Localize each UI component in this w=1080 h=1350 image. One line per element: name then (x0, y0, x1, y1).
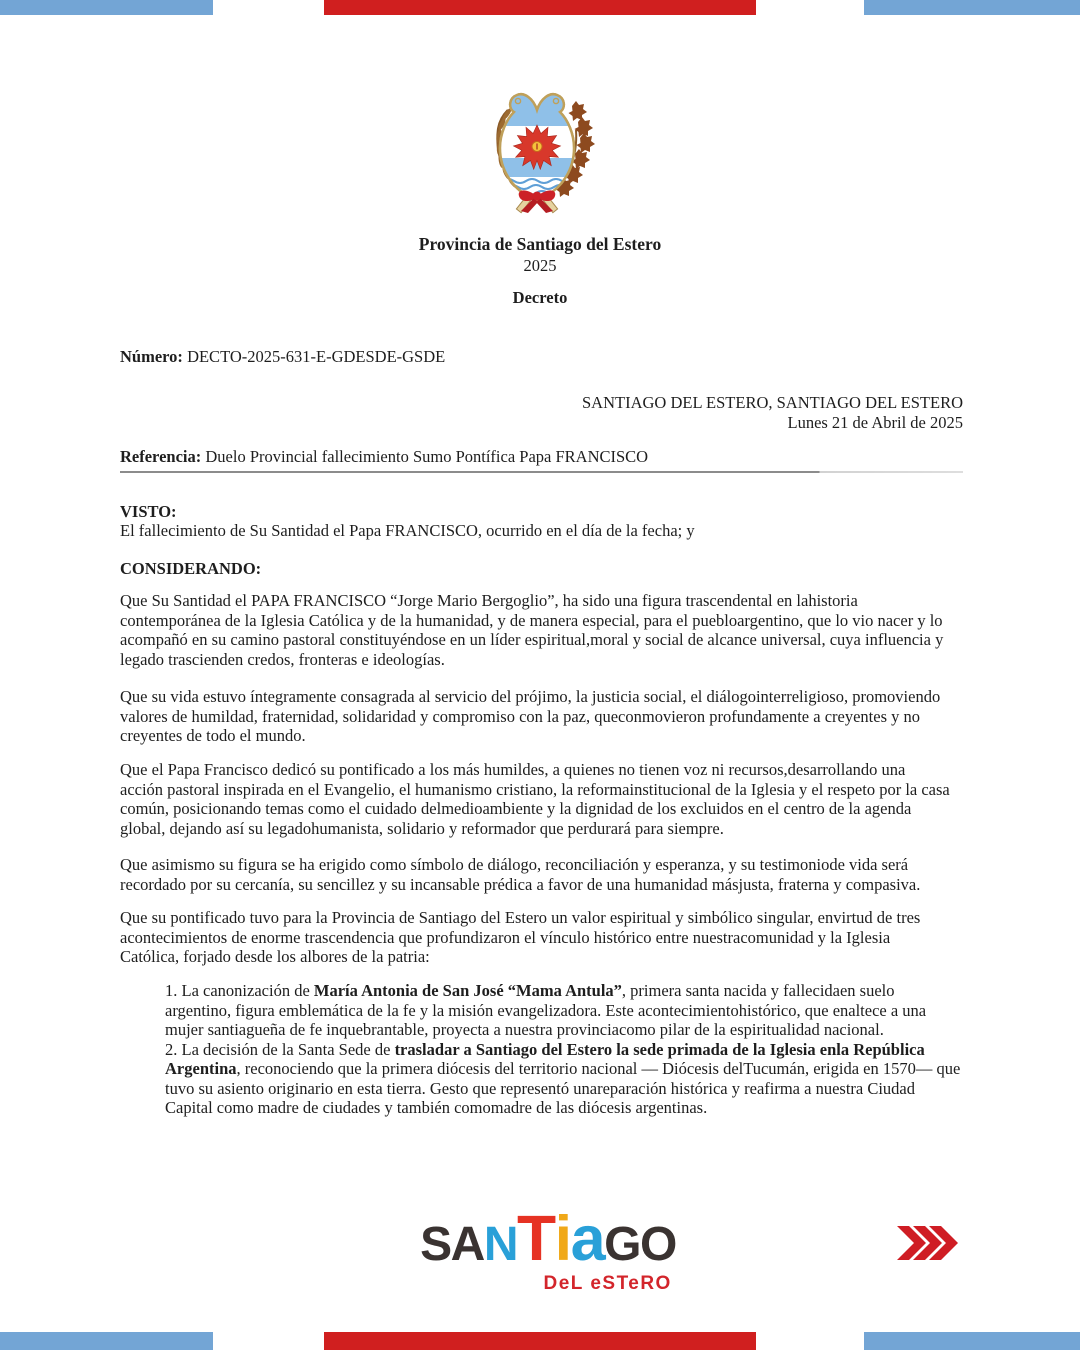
referencia-label: Referencia: (120, 447, 202, 466)
bottom-stripe-red (324, 1332, 756, 1350)
santiago-logo-wordmark (420, 1202, 676, 1274)
considerando-paragraph: Que el Papa Francisco dedicó su pontificado a los más humildes, a quienes no tienen voz ni recursos,desarrollando una acción pastoral inspirada en el Evangelio, el humanismo cristiano, la reformainstitucional de la Iglesia y el respeto por la casa común, posicionando temas como el cuidado delmedioambiente y la dignidad de los excluidos en el centro de la agenda global, dejando así su legadohumanista, solidario y reformador que perdurará para siempre. (120, 760, 950, 838)
visto-text: El fallecimiento de Su Santidad el Papa FRANCISCO, ocurrido en el día de la fecha; y (120, 521, 695, 540)
bottom-stripe-blue-left (0, 1332, 213, 1350)
considerando-paragraph: Que asimismo su figura se ha erigido como símbolo de diálogo, reconciliación y esperanza, y su testimoniode vida será recordado por su cercanía, su sencillez y su incansable prédica a favor de una humanidad másjusta, fraterna y compasiva. (120, 855, 921, 894)
section-divider (120, 471, 963, 473)
list-item-bold: trasladar a Santiago del Estero la sede primada de la Iglesia enla República Argentina (165, 1039, 925, 1078)
top-stripe-blue-left (0, 0, 213, 15)
decree-number-line (120, 347, 963, 367)
chevrons-icon (897, 1226, 963, 1260)
doc-type-heading: Decreto (512, 288, 568, 307)
header-year: 2025 (523, 256, 557, 275)
considerations-list (165, 981, 962, 1118)
top-stripe-blue-right (864, 0, 1080, 15)
reference-line (120, 447, 963, 467)
page-title: Provincia de Santiago del Estero (418, 234, 662, 254)
numero-label: Número: (120, 347, 183, 366)
santiago-logo (420, 1202, 676, 1295)
top-stripe-red (324, 0, 756, 15)
considerando-paragraph: Que su vida estuvo íntegramente consagrada al servicio del prójimo, la justicia social, el diálogointerreligioso, promoviendo valores de humildad, fraternidad, solidaridad y compromiso con la paz, queconmovieron profundamente a creyentes y no creyentes de todo el mundo. (120, 687, 941, 745)
list-item (165, 1040, 962, 1118)
list-item-text: 1. La canonización de (165, 981, 314, 1000)
numero-value: DECTO-2025-631-E-GDESDE-GSDE (187, 347, 446, 366)
place-line: SANTIAGO DEL ESTERO, SANTIAGO DEL ESTERO (582, 393, 963, 412)
list-item-bold: María Antonia de San José “Mama Antula” (313, 981, 622, 1000)
considerando-paragraph: Que su pontificado tuvo para la Provincia de Santiago del Estero un valor espiritual y simbólico singular, envirtud de tres acontecimientos de enorme trascendencia que profundizaron el vínculo histórico entre nuestracomunidad y la Iglesia Católica, forjado desde los albores de la patria: (120, 908, 921, 966)
logo-letter: a (570, 1204, 605, 1274)
referencia-value: Duelo Provincial fallecimiento Sumo Pontífica Papa FRANCISCO (205, 447, 649, 466)
list-item-text: 2. La decisión de la Santa Sede de (165, 1039, 395, 1059)
logo-letter: A (450, 1218, 484, 1271)
logo-letter: G (604, 1218, 641, 1271)
list-item-text: , reconociendo que la primera diócesis del territorio nacional — Diócesis delTucumán, erigida en 1570— que tuvo su asiento originario en esta tierra. Gesto que representó unareparación histórica y reafirma a nuestra Ciudad Capital como madre de ciudades y también comomadre de las diócesis argentinas. (165, 1059, 961, 1117)
logo-letter: i (554, 1204, 571, 1274)
bottom-stripe-blue-right (864, 1332, 1080, 1350)
logo-letter: O (640, 1218, 676, 1271)
considerando-paragraph: Que Su Santidad el PAPA FRANCISCO “Jorge Mario Bergoglio”, ha sido una figura trascendental en lahistoria contemporánea de la Iglesia Católica y de la humanidad, y de manera especial, para el puebloargentino, que lo vio nacer y lo acompañó en su camino pastoral constituyéndose en un líder espiritual,moral y social de alcance universal, cuya influencia y legado trascienden credos, fronteras e ideologías. (120, 591, 944, 669)
list-item-text: , primera santa nacida y fallecidaen suelo argentino, figura emblemática de la fe y la misión evangelizadora. Este acontecimientohistórico, que enaltece a una mujer santiagueña de fe inquebrantable, proyecta a nuestra provinciacomo pilar de la espiritualidad nacional. (165, 981, 927, 1039)
list-item (165, 981, 962, 1040)
logo-letter: S (420, 1218, 451, 1271)
logo-subtitle: DeL eSTeRO (543, 1273, 672, 1294)
logo-letter: N (483, 1218, 518, 1271)
coat-of-arms-icon (462, 84, 612, 222)
logo-letter: T (517, 1202, 555, 1274)
date-line: Lunes 21 de Abril de 2025 (787, 413, 963, 432)
visto-heading: VISTO: (120, 502, 177, 521)
considerando-heading: CONSIDERANDO: (120, 559, 262, 578)
